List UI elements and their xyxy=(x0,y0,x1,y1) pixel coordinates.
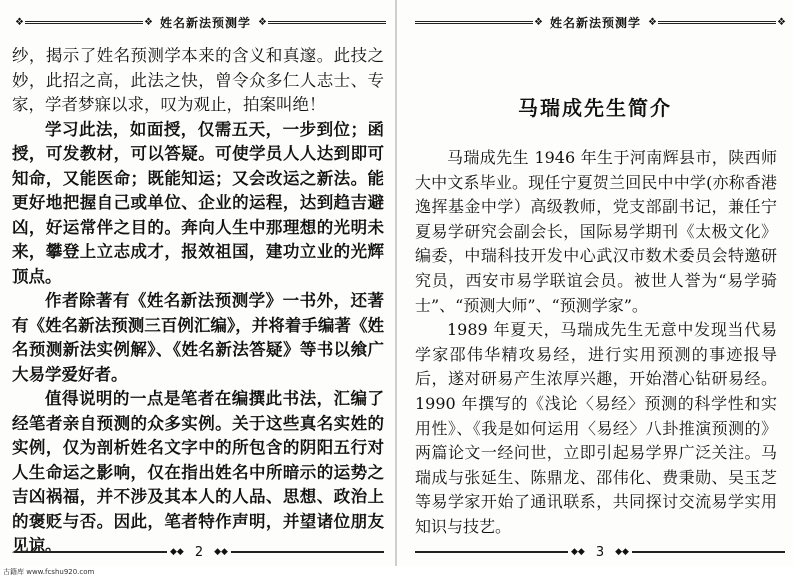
paragraph: 马瑞成先生 1946 年生于河南辉县市，陕西师大中文系毕业。现任宁夏贺兰回民中中学(亦称香港逸挥基金中学）高级教师，党支部副书记，兼任宁夏易学研究会副会长，国际易学期刊《太极文化》编委，中瑞科技开发中心武汉市数术委员会特邀研究员，西安市易学联谊会员。被世人誉为“易学骑士”、“预测大师”、“预测学家”。 xyxy=(415,148,777,315)
footer-ornament-icon: ◆◆ xyxy=(170,547,184,557)
right-page-footer xyxy=(415,545,785,559)
header-rule xyxy=(25,21,143,24)
left-page xyxy=(0,0,396,566)
header-rule xyxy=(658,21,776,24)
paragraph: 1989 年夏天，马瑞成先生无意中发现当代易学家邵伟华精攻易经，进行实用预测的事迹报导后，遂对研易产生浓厚兴趣，开始潜心钻研易经。1990 年撰写的《浅论〈易经〉预测的科学性和实用性》、《我是如何运用〈易经〉八卦推演预测的》两篇论文一经问世，立即引起易学界广泛关注。马瑞成与张延生、陈鼎龙、邵伟化、费秉勋、吴玉芝等易学家开始了通讯联系，共同探讨交流易学实用知识与技艺。 xyxy=(415,320,777,536)
header-rule xyxy=(268,21,386,24)
left-body-text xyxy=(12,44,384,559)
left-running-header xyxy=(14,14,386,30)
paragraph: 纱，揭示了姓名预测学本来的含义和真邃。此技之妙，此招之高，此法之快，曾令众多仁人志士、专家，学者梦寐以求，叹为观止，拍案叫绝！ xyxy=(12,46,384,114)
left-page-footer xyxy=(14,545,384,559)
header-ornament-icon: ❖ xyxy=(15,16,24,28)
right-body-text xyxy=(415,146,777,540)
right-running-header xyxy=(415,14,787,30)
footer-rule xyxy=(14,551,167,553)
paragraph: 学习此法，如面授，仅需五天，一步到位；函授，可发教材，可以答疑。可使学员人人达到即可知命，又能医命；既能知运；又会改运之新法。能更好地把握自己或单位、企业的运程，达到趋吉避凶，好运常伴之目的。奔向人生中那理想的光明未来，攀登上立志成才，报效祖国，建功立业的光辉顶点。 xyxy=(12,119,384,286)
footer-rule xyxy=(415,551,568,553)
running-header-title: 姓名新法预测学 xyxy=(159,15,251,30)
header-ornament-icon: ❖ xyxy=(534,16,544,28)
header-ornament-icon: ❖ xyxy=(144,16,153,28)
header-ornament-icon: ❖ xyxy=(258,16,267,28)
watermark-strip xyxy=(0,566,793,579)
page-number: 2 xyxy=(194,544,204,560)
paragraph: 作者除著有《姓名新法预测学》一书外，还著有《姓名新法预测三百例汇编》，并将着手编著《姓名预测新法实例解》、《姓名新法答疑》等书以飨广大易学爱好者。 xyxy=(12,291,384,384)
footer-rule xyxy=(632,551,785,553)
footer-rule xyxy=(231,551,384,553)
right-page xyxy=(397,0,793,566)
running-header-title: 姓名新法预测学 xyxy=(550,15,642,30)
header-ornament-icon: ❖ xyxy=(648,16,657,28)
paragraph: 值得说明的一点是笔者在编撰此书法，汇编了经笔者亲自预测的众多实例。关于这些真名实姓的实例，仅为剖析姓名文字中的所包含的阴阳五行对人生命运之影响，仅在指出姓名中所暗示的运势之吉凶祸福，并不涉及其本人的人品、思想、政治上的褒贬与否。因此，笔者特作声明，并望诸位朋友见谅。 xyxy=(12,389,384,555)
section-title: 马瑞成先生简介 xyxy=(518,96,672,120)
watermark-text: 古籍库 www.fcshu920.com xyxy=(3,568,95,576)
footer-ornament-icon: ◆◆ xyxy=(571,547,585,557)
footer-ornament-icon: ◆◆ xyxy=(214,547,228,557)
footer-ornament-icon: ◆◆ xyxy=(615,547,629,557)
page-number: 3 xyxy=(595,544,605,560)
header-rule xyxy=(415,21,533,24)
header-ornament-icon: ❖ xyxy=(777,16,787,28)
